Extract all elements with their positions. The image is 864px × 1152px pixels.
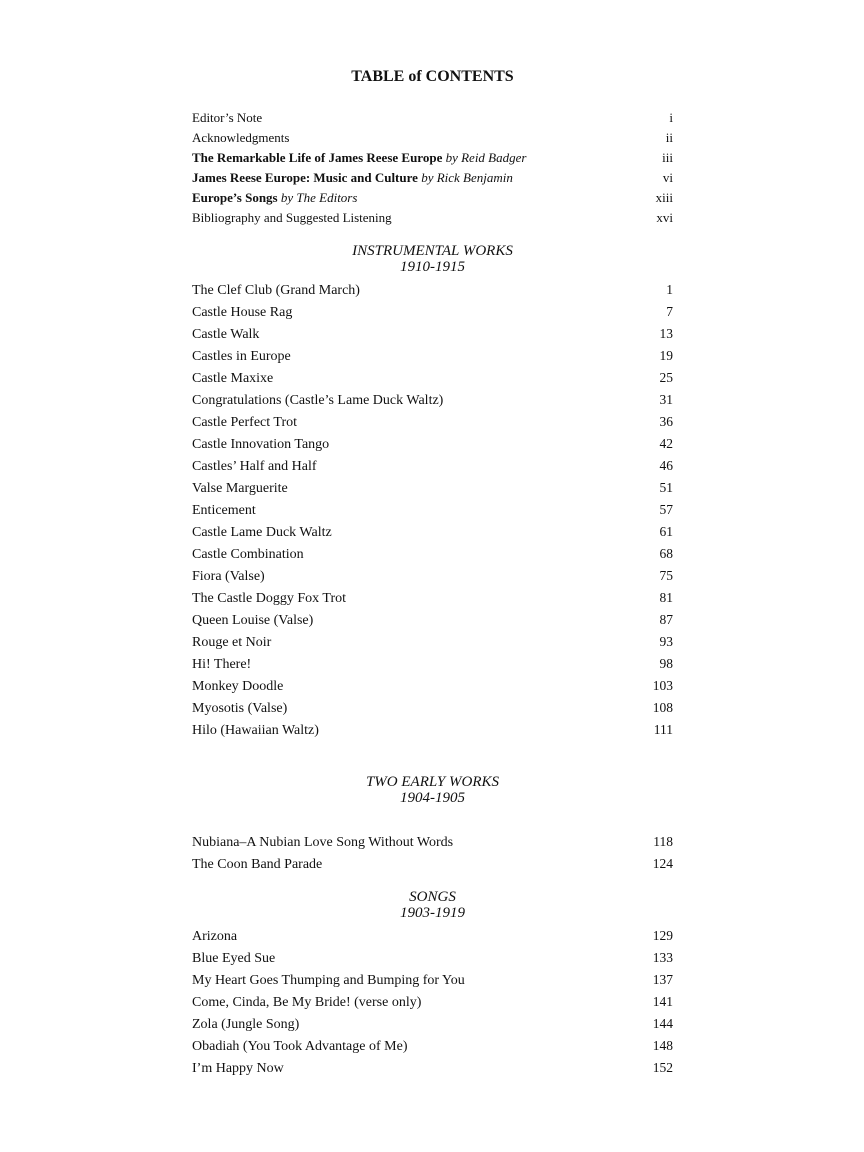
toc-entry bbox=[192, 188, 673, 208]
entry-page: i bbox=[669, 110, 673, 125]
entry-title: The Coon Band Parade bbox=[192, 857, 323, 872]
entry-page: 42 bbox=[659, 436, 673, 451]
entry-page: xvi bbox=[656, 210, 673, 225]
toc-entry bbox=[192, 455, 673, 477]
entry-page: vi bbox=[662, 170, 673, 185]
entry-title: The Remarkable Life of James Reese Europe by Reid Badger bbox=[192, 150, 527, 165]
entry-title: Castles in Europe bbox=[192, 349, 291, 364]
entry-title: Blue Eyed Sue bbox=[192, 951, 276, 966]
entry-page: 124 bbox=[652, 856, 673, 871]
toc-entry bbox=[192, 128, 673, 148]
entry-title: Hi! There! bbox=[192, 657, 252, 672]
entry-page: 31 bbox=[659, 392, 673, 407]
entry-page: 57 bbox=[659, 502, 673, 517]
entry-title: Rouge et Noir bbox=[192, 635, 272, 650]
entry-page: 68 bbox=[659, 546, 673, 561]
entry-title: Castle Lame Duck Waltz bbox=[192, 525, 332, 540]
entry-title: Congratulations (Castle’s Lame Duck Waltz) bbox=[192, 393, 444, 408]
entry-page: 13 bbox=[659, 326, 673, 341]
entry-title: Acknowledgments bbox=[192, 130, 290, 145]
toc-entry bbox=[192, 587, 673, 609]
songs-list bbox=[192, 925, 673, 1079]
entry-title: Nubiana–A Nubian Love Song Without Words bbox=[192, 835, 454, 850]
toc-entry bbox=[192, 208, 673, 228]
toc-entry bbox=[192, 947, 673, 969]
toc-entry bbox=[192, 148, 673, 168]
entry-page: 61 bbox=[659, 524, 673, 539]
entry-title: James Reese Europe: Music and Culture by Rick Benjamin bbox=[192, 170, 513, 185]
entry-title: Castles’ Half and Half bbox=[192, 459, 317, 474]
toc-entry bbox=[192, 831, 673, 853]
section-title: TWO EARLY WORKS bbox=[365, 774, 500, 790]
entry-title: Come, Cinda, Be My Bride! (verse only) bbox=[192, 995, 422, 1010]
entry-title: Hilo (Hawaiian Waltz) bbox=[192, 723, 319, 738]
entry-page: iii bbox=[662, 150, 673, 165]
toc-entry bbox=[192, 653, 673, 675]
entry-page: 1 bbox=[666, 282, 673, 297]
toc-entry bbox=[192, 108, 673, 128]
toc-entry bbox=[192, 499, 673, 521]
toc-entry bbox=[192, 168, 673, 188]
entry-page: 19 bbox=[659, 348, 673, 363]
page-title: TABLE of CONTENTS bbox=[351, 68, 514, 85]
entry-page: 133 bbox=[652, 950, 673, 965]
entry-page: 98 bbox=[659, 656, 673, 671]
entry-page: 7 bbox=[666, 304, 673, 319]
entry-title: Castle Perfect Trot bbox=[192, 415, 297, 430]
entry-title: Castle Maxixe bbox=[192, 371, 274, 386]
toc-entry bbox=[192, 1013, 673, 1035]
toc-entry bbox=[192, 697, 673, 719]
entry-title: Bibliography and Suggested Listening bbox=[192, 210, 392, 225]
toc-entry bbox=[192, 345, 673, 367]
section-years: 1904-1905 bbox=[400, 790, 465, 806]
entry-page: 141 bbox=[652, 994, 673, 1009]
section-heading-instrumental bbox=[192, 243, 673, 275]
entry-title: Monkey Doodle bbox=[192, 679, 284, 694]
entry-page: 148 bbox=[652, 1038, 673, 1053]
toc-entry bbox=[192, 991, 673, 1013]
toc-entry bbox=[192, 631, 673, 653]
entry-title: Queen Louise (Valse) bbox=[192, 613, 314, 628]
entry-title: Myosotis (Valse) bbox=[192, 701, 288, 716]
entry-title: Castle House Rag bbox=[192, 305, 293, 320]
entry-page: xiii bbox=[655, 190, 673, 205]
entry-title: Castle Innovation Tango bbox=[192, 437, 330, 452]
toc-entry bbox=[192, 565, 673, 587]
entry-title: Fiora (Valse) bbox=[192, 569, 265, 584]
entry-title: Europe’s Songs by The Editors bbox=[192, 190, 358, 205]
toc-entry bbox=[192, 279, 673, 301]
entry-title: Arizona bbox=[192, 929, 238, 944]
section-title: INSTRUMENTAL WORKS bbox=[352, 243, 513, 259]
entry-title: Zola (Jungle Song) bbox=[192, 1017, 300, 1032]
toc-entry bbox=[192, 323, 673, 345]
toc-entry bbox=[192, 477, 673, 499]
entry-page: 129 bbox=[652, 928, 673, 943]
toc-entry bbox=[192, 389, 673, 411]
section-years: 1910-1915 bbox=[400, 259, 465, 275]
entry-title: Castle Walk bbox=[192, 327, 260, 342]
entry-title: The Clef Club (Grand March) bbox=[192, 283, 360, 298]
toc-entry bbox=[192, 521, 673, 543]
toc-entry bbox=[192, 1057, 673, 1079]
entry-page: 144 bbox=[652, 1016, 673, 1031]
toc-entry bbox=[192, 301, 673, 323]
entry-title: My Heart Goes Thumping and Bumping for You bbox=[192, 973, 465, 988]
front-matter-list bbox=[192, 108, 673, 228]
entry-page: 51 bbox=[659, 480, 673, 495]
entry-title: Valse Marguerite bbox=[192, 481, 288, 496]
entry-title: Editor’s Note bbox=[192, 110, 263, 125]
toc-entry bbox=[192, 925, 673, 947]
entry-title: Enticement bbox=[192, 503, 256, 518]
section-title: SONGS bbox=[409, 889, 456, 905]
entry-page: 152 bbox=[652, 1060, 673, 1075]
entry-page: ii bbox=[665, 130, 673, 145]
section-heading-early bbox=[192, 774, 673, 806]
toc-entry bbox=[192, 367, 673, 389]
entry-page: 36 bbox=[659, 414, 673, 429]
section-heading-songs bbox=[192, 889, 673, 921]
entry-title: Obadiah (You Took Advantage of Me) bbox=[192, 1039, 408, 1054]
entry-title: I’m Happy Now bbox=[192, 1061, 284, 1076]
early-works-list bbox=[192, 831, 673, 875]
entry-page: 118 bbox=[653, 834, 673, 849]
entry-page: 111 bbox=[653, 722, 673, 737]
entry-page: 46 bbox=[659, 458, 673, 473]
section-years: 1903-1919 bbox=[400, 905, 465, 921]
entry-page: 108 bbox=[652, 700, 673, 715]
toc-entry bbox=[192, 719, 673, 741]
toc-entry bbox=[192, 969, 673, 991]
entry-page: 93 bbox=[659, 634, 673, 649]
entry-page: 87 bbox=[659, 612, 673, 627]
toc-entry bbox=[192, 853, 673, 875]
instrumental-list bbox=[192, 279, 673, 741]
entry-title: Castle Combination bbox=[192, 547, 304, 562]
entry-page: 81 bbox=[659, 590, 673, 605]
entry-page: 137 bbox=[652, 972, 673, 987]
entry-title: The Castle Doggy Fox Trot bbox=[192, 591, 347, 606]
toc-entry bbox=[192, 543, 673, 565]
entry-page: 103 bbox=[652, 678, 673, 693]
toc-entry bbox=[192, 1035, 673, 1057]
entry-page: 75 bbox=[659, 568, 673, 583]
toc-entry bbox=[192, 433, 673, 455]
toc-entry bbox=[192, 675, 673, 697]
entry-page: 25 bbox=[659, 370, 673, 385]
toc-entry bbox=[192, 609, 673, 631]
toc-entry bbox=[192, 411, 673, 433]
